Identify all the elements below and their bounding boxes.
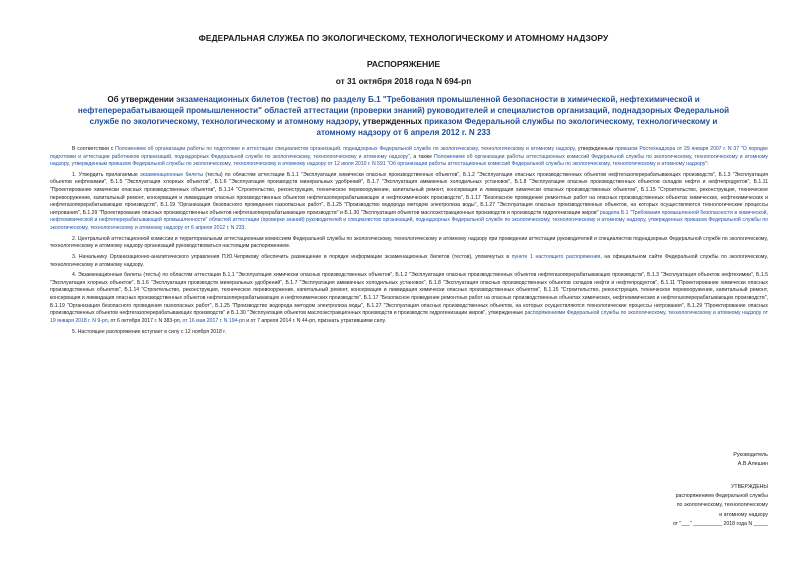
- link-item-1[interactable]: пункте 1 настоящего распоряжения: [511, 254, 601, 260]
- item-3-text: 3. Начальнику Организационно-аналитического управления П.Ю.Чепрякову обеспечить размещение в порядке информации экзаменационных билетов (тестов), упомянутых в: [72, 254, 512, 260]
- document-title: [76, 94, 731, 138]
- item-2-paragraph: 2. Центральной аттестационной комиссии и территориальным аттестационным комиссиям Федеральной службы по экологическому, технологическому и атомному надзору при проведении аттестации руководителей и специалистов поднадзорных Федеральной службе по экологическому, технологическому и атомному надзору организаций руководствоваться настоящим распоряжением.: [50, 235, 768, 250]
- signature-name: А.В.Алешин: [737, 461, 768, 467]
- title-text: Об утверждении: [107, 95, 177, 104]
- item-1-text: (тесты) по областям аттестации Б.1.1 "Эксплуатация химически опасных производственных объектов", Б.1.2 "Эксплуатация опасных производственных объектов нефтегазоперерабатывающих производств", Б.1.3 "Эксплуатация объектов нефтехимии", Б.1.5 "Эксплуатация хлорных объектов", Б.1.6 "Эксплуатация производств минеральных удобрений", Б.1.7 "Эксплуатация аммиачных холодильных установок", Б.1.8 "Эксплуатация опасных производственных объектов складов нефти и нефтепродуктов", Б.1.11 "Проектирование химически опасных производственных объектов", Б.1.14 "Строительство, реконструкция, техническое перевооружение, капитальный ремонт, консервация и ликвидация химически опасных производственных объектов", Б.1.15 "Строительство, реконструкция, техническое перевооружение, капитальный ремонт, консервация и ликвидация опасных производственных объектов нефтегазоперерабатывающих и нефтехимических производств", Б.1.17 "Безопасное проведение ремонтных работ на опасных производственных объектах химических, нефтехимических и нефтегазоперерабатывающих производств", Б.1.19 "Организация безопасного проведения газоопасных работ", Б.1.25 "Производство водорода методом электролиза воды", Б.1.27 "Эксплуатация опасных производственных объектов, на которых осуществляются технологические процессы нитрования", Б.1.29 "Проектирование опасных производственных объектов нефтегазоперерабатывающих производств" и Б.1.30 "Эксплуатация объектов маслоэкстракционных производств и производств гидрогенизации жиров": [50, 171, 768, 216]
- link-section-b1[interactable]: раздела Б.1 "Требования промышленной безопасности в химической, нефтехимической и нефтеперерабатывающей промышленности" областей аттестации (проверки знаний) руководителей и специалистов организаций, поднадзорных Федеральной службе по экологическому, технологическому и атомному надзору, утвержденных приказом Федеральной службы по экологическому, технологическому и атомному надзору от 6 апреля 2012 г. N 233: [50, 209, 768, 231]
- signature-role: Руководитель: [733, 452, 768, 458]
- item-4-text: , от 6 октября 2017 г. N 383-рп,: [107, 317, 183, 324]
- item-1-paragraph: [50, 172, 768, 232]
- item-1-text: .: [244, 224, 246, 231]
- document-date-number: от 31 октября 2018 года N 694-рп: [335, 76, 472, 86]
- link-regulation-training[interactable]: Положением об организации работы по подготовке и аттестации специалистов организаций, поднадзорных Федеральной службе по экологическому, технологическому и атомному надзору: [115, 146, 575, 152]
- title-link-order-233[interactable]: приказом Федеральной службы по экологическому, технологическому и атомному надзору от 6 апреля 2012 г. N 233: [316, 117, 718, 137]
- title-text: , утвержденных: [358, 117, 425, 126]
- signature-block: [733, 451, 768, 469]
- approval-date-line: от "___" __________ 2018 года N _____: [672, 520, 768, 527]
- approval-block: [673, 483, 768, 529]
- preamble-text: , утвержденным: [574, 146, 616, 152]
- link-exam-tickets[interactable]: экзаменационные билеты: [140, 171, 204, 178]
- item-3-paragraph: [50, 254, 768, 269]
- document-type: РАСПОРЯЖЕНИЕ: [366, 59, 441, 69]
- item-4-text: и от 7 апреля 2014 г. N 44-рп, признать утратившими силу.: [244, 317, 386, 324]
- title-link-section-b1[interactable]: разделу Б.1 "Требования промышленной безопасности в химической, нефтехимической и нефтеперерабатывающей промышленности" областей аттестации (проверки знаний) руководителей и специалистов организаций, поднадзорных Федеральной службе по экологическому, технологическому и атомному надзору: [77, 95, 730, 126]
- item-3-text: , на официальном сайте Федеральной службы по экологическому, технологическому и атомному надзору.: [50, 254, 768, 268]
- approval-line: и атомному надзору: [719, 511, 768, 518]
- approval-line: распоряжением Федеральной службы: [675, 493, 768, 500]
- item-1-text: 1. Утвердить прилагаемые: [72, 171, 141, 178]
- item-5-paragraph: 5. Настоящее распоряжение вступает в силу с 12 ноября 2018 г.: [72, 328, 226, 335]
- preamble-text: , а также: [409, 153, 435, 160]
- document-body: [50, 146, 768, 339]
- approval-heading: УТВЕРЖДЕНЫ: [731, 484, 768, 490]
- title-text: по: [318, 95, 334, 104]
- link-regulation-commissions[interactable]: Положением об организации работы аттестационных комиссий Федеральной службы по экологическому, технологическому и атомному надзору, утвержденным приказом Федеральной службы по экологическому, технологическому и атомному надзору от 12 июля 2010 г. N 591 "Об организации работы аттестационных комиссий Федеральной службы по экологическому, технологическому и атомному надзору": [50, 153, 769, 168]
- agency-name: ФЕДЕРАЛЬНАЯ СЛУЖБА ПО ЭКОЛОГИЧЕСКОМУ, ТЕХНОЛОГИЧЕСКОМУ И АТОМНОМУ НАДЗОРУ: [198, 33, 609, 43]
- preamble-text: :: [707, 161, 709, 168]
- link-order-9rp[interactable]: распоряжениями Федеральной службы по экологическому, технологическому и атомному надзору от 19 января 2018 г. N 9-рп: [50, 310, 769, 324]
- preamble-text: В соответствии с: [72, 146, 116, 152]
- link-order-194rp[interactable]: от 16 мая 2017 г. N 194-рп: [182, 317, 245, 324]
- title-link-exam-tickets[interactable]: экзаменационных билетов (тестов): [176, 95, 319, 104]
- link-order-37[interactable]: приказом Ростехнадзора от 29 января 2007 г. N 37 "О порядке подготовки и аттестации работников организаций, поднадзорных Федеральной службе по экологическому, технологическому и атомному надзору": [50, 146, 769, 160]
- item-4-paragraph: [50, 272, 768, 325]
- item-4-text: 4. Экзаменационные билеты (тесты) по областям аттестации Б.1.1 "Эксплуатация химически опасных производственных объектов", Б.1.2 "Эксплуатация опасных производственных объектов нефтегазоперерабатывающих производств", Б.1.3 "Эксплуатация объектов нефтехимии", Б.1.5 "Эксплуатация хлорных объектов", Б.1.6 "Эксплуатация производств минеральных удобрений", Б.1.7 "Эксплуатация аммиачных холодильных установок", Б.1.8 "Эксплуатация опасных производственных объектов складов нефти и нефтепродуктов", Б.1.11 "Проектирование химически опасных производственных объектов", Б.1.14 "Строительство, реконструкция, техническое перевооружение, капитальный ремонт, консервация и ликвидация химически опасных производственных объектов", Б.1.15 "Строительство, реконструкция, техническое перевооружение, капитальный ремонт, консервация и ликвидация опасных производственных объектов нефтегазоперерабатывающих и нефтехимических производств", Б.1.17 "Безопасное проведение ремонтных работ на опасных производственных объектах химических, нефтехимических и нефтегазоперерабатывающих производств", Б.1.19 "Организация безопасного проведения газоопасных работ", Б.1.25 "Производство водорода методом электролиза воды", Б.1.27 "Эксплуатация опасных производственных объектов, на которых осуществляются технологические процессы нитрования", Б.1.29 "Проектирование опасных производственных объектов нефтегазоперерабатывающих производств" и Б.1.30 "Эксплуатация объектов маслоэкстракционных производств и производств гидрогенизации жиров", утвержденные: [50, 272, 768, 317]
- approval-line: по экологическому, технологическому: [676, 502, 768, 509]
- preamble-paragraph: [50, 146, 768, 169]
